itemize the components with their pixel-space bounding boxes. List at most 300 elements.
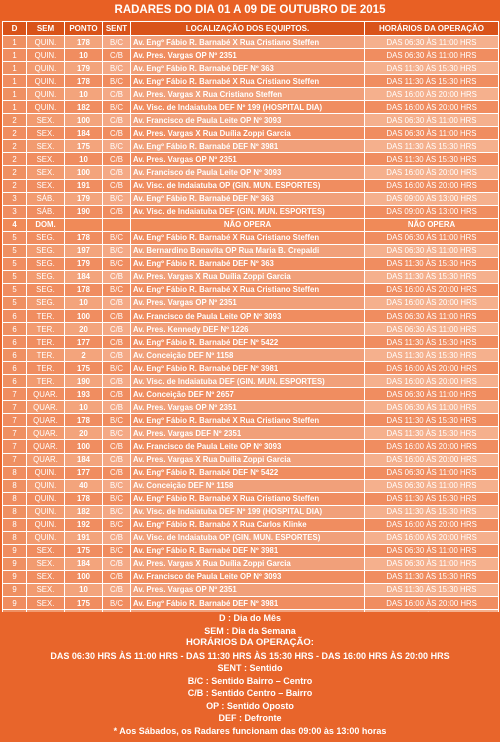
cell-weekday: QUIN.: [27, 518, 65, 531]
table-row: [3, 231, 499, 244]
table-row: [3, 101, 499, 114]
cell-location: Av. Engº Fábio R. Barnabé DEF Nº 3981: [131, 362, 365, 375]
cell-location: Av. Francisco de Paula Leite OP Nº 3093: [131, 166, 365, 179]
cell-location: Av. Pres. Vargas OP Nº 2351: [131, 296, 365, 309]
cell-hours: DAS 06:30 ÀS 11:00 HRS: [365, 309, 499, 322]
radar-schedule-table: [2, 21, 499, 623]
cell-direction: C/B: [103, 270, 131, 283]
cell-point: 193: [65, 388, 103, 401]
cell-hours: DAS 06:30 ÀS 11:00 HRS: [365, 49, 499, 62]
cell-location: Av. Pres. Kennedy DEF Nº 1226: [131, 323, 365, 336]
header-hours: HORÁRIOS DA OPERAÇÃO: [365, 22, 499, 36]
cell-point: 2: [65, 349, 103, 362]
table-row: [3, 270, 499, 283]
cell-direction: C/B: [103, 323, 131, 336]
cell-point: 184: [65, 453, 103, 466]
cell-day: 8: [3, 518, 27, 531]
cell-weekday: QUIN.: [27, 492, 65, 505]
cell-day: 9: [3, 597, 27, 610]
cell-day: 8: [3, 479, 27, 492]
cell-weekday: TER.: [27, 309, 65, 322]
table-row: [3, 570, 499, 583]
table-row: [3, 336, 499, 349]
cell-location: Av. Pres. Vargas X Rua Duília Zoppi Garcia: [131, 270, 365, 283]
table-row: [3, 62, 499, 75]
cell-weekday: SEX.: [27, 583, 65, 596]
cell-location: Av. Engº Fábio R. Barnabé DEF Nº 5422: [131, 336, 365, 349]
cell-point: 191: [65, 531, 103, 544]
cell-location: Av. Visc. de Indaiatuba DEF Nº 199 (HOSPITAL DIA): [131, 505, 365, 518]
cell-direction: C/B: [103, 153, 131, 166]
cell-hours: DAS 16:00 ÀS 20:00 HRS: [365, 440, 499, 453]
cell-hours: DAS 16:00 ÀS 20:00 HRS: [365, 518, 499, 531]
cell-location: Av. Engº Fábio R. Barnabé X Rua Cristiano Steffen: [131, 36, 365, 49]
cell-location: Av. Pres. Vargas X Rua Duília Zoppi Garcia: [131, 453, 365, 466]
cell-weekday: QUAR.: [27, 414, 65, 427]
legend: [0, 612, 500, 742]
cell-weekday: QUIN.: [27, 466, 65, 479]
cell-point: 178: [65, 231, 103, 244]
cell-weekday: SEX.: [27, 153, 65, 166]
page-title: RADARES DO DIA 01 A 09 DE OUTUBRO DE 2015: [0, 0, 500, 20]
cell-hours: DAS 16:00 ÀS 20:00 HRS: [365, 283, 499, 296]
cell-hours: DAS 11:30 ÀS 15:30 HRS: [365, 140, 499, 153]
cell-hours: DAS 16:00 ÀS 20:00 HRS: [365, 597, 499, 610]
cell-hours: DAS 11:30 ÀS 15:30 HRS: [365, 75, 499, 88]
table-row: [3, 414, 499, 427]
cell-day: 9: [3, 583, 27, 596]
cell-point: 184: [65, 270, 103, 283]
table-body: [3, 36, 499, 623]
cell-weekday: SEG.: [27, 257, 65, 270]
cell-hours: DAS 11:30 ÀS 15:30 HRS: [365, 427, 499, 440]
cell-day: 7: [3, 414, 27, 427]
cell-point: 177: [65, 336, 103, 349]
table-row: [3, 349, 499, 362]
cell-point: 20: [65, 323, 103, 336]
table-row: [3, 466, 499, 479]
cell-day: 5: [3, 283, 27, 296]
cell-location: Av. Engº Fábio R. Barnabé DEF Nº 363: [131, 257, 365, 270]
table-row: [3, 362, 499, 375]
cell-weekday: QUAR.: [27, 440, 65, 453]
cell-day: 9: [3, 557, 27, 570]
cell-point: 184: [65, 127, 103, 140]
cell-day: 6: [3, 375, 27, 388]
cell-direction: C/B: [103, 388, 131, 401]
cell-weekday: SEX.: [27, 114, 65, 127]
table-row: [3, 388, 499, 401]
cell-direction: C/B: [103, 453, 131, 466]
cell-point: 177: [65, 466, 103, 479]
cell-location: Av. Engº Fábio R. Barnabé X Rua Cristiano Steffen: [131, 283, 365, 296]
cell-point: 192: [65, 518, 103, 531]
cell-day: 5: [3, 296, 27, 309]
cell-direction: C/B: [103, 440, 131, 453]
cell-day: 8: [3, 492, 27, 505]
cell-weekday: QUIN.: [27, 505, 65, 518]
cell-hours: DAS 16:00 ÀS 20:00 HRS: [365, 375, 499, 388]
cell-day: 1: [3, 101, 27, 114]
cell-day: 2: [3, 127, 27, 140]
cell-day: 6: [3, 323, 27, 336]
cell-hours: DAS 11:30 ÀS 15:30 HRS: [365, 505, 499, 518]
cell-direction: B/C: [103, 231, 131, 244]
table-row: [3, 166, 499, 179]
cell-point: 175: [65, 597, 103, 610]
cell-weekday: TER.: [27, 362, 65, 375]
cell-weekday: SEG.: [27, 231, 65, 244]
cell-point: 197: [65, 244, 103, 257]
cell-weekday: SEX.: [27, 597, 65, 610]
cell-weekday: QUIN.: [27, 49, 65, 62]
table-row: [3, 283, 499, 296]
cell-day: 1: [3, 36, 27, 49]
table-row: [3, 244, 499, 257]
header-weekday: SEM: [27, 22, 65, 36]
cell-location: NÃO OPERA: [131, 218, 365, 231]
cell-weekday: SÁB.: [27, 205, 65, 218]
cell-day: 8: [3, 505, 27, 518]
cell-hours: DAS 16:00 ÀS 20:00 HRS: [365, 362, 499, 375]
cell-hours: DAS 11:30 ÀS 15:30 HRS: [365, 583, 499, 596]
cell-location: Av. Pres. Vargas DEF Nº 2351: [131, 427, 365, 440]
cell-day: 8: [3, 466, 27, 479]
cell-direction: C/B: [103, 336, 131, 349]
cell-direction: B/C: [103, 492, 131, 505]
cell-weekday: QUIN.: [27, 101, 65, 114]
cell-hours: DAS 11:30 ÀS 15:30 HRS: [365, 62, 499, 75]
cell-location: Av. Engº Fábio R. Barnabé X Rua Cristiano Steffen: [131, 231, 365, 244]
cell-direction: B/C: [103, 362, 131, 375]
cell-day: 5: [3, 244, 27, 257]
cell-direction: B/C: [103, 244, 131, 257]
cell-weekday: QUIN.: [27, 88, 65, 101]
cell-direction: [103, 218, 131, 231]
cell-point: 182: [65, 505, 103, 518]
cell-point: 10: [65, 88, 103, 101]
cell-direction: B/C: [103, 140, 131, 153]
cell-day: 7: [3, 453, 27, 466]
cell-point: 179: [65, 62, 103, 75]
cell-location: Av. Engº Fábio R. Barnabé DEF Nº 363: [131, 62, 365, 75]
cell-weekday: SÁB.: [27, 192, 65, 205]
cell-weekday: SEX.: [27, 127, 65, 140]
cell-direction: C/B: [103, 557, 131, 570]
cell-location: Av. Pres. Vargas OP Nº 2351: [131, 401, 365, 414]
cell-hours: DAS 06:30 ÀS 11:00 HRS: [365, 231, 499, 244]
cell-weekday: QUAR.: [27, 427, 65, 440]
header-location: LOCALIZAÇÃO DOS EQUIPTOS.: [131, 22, 365, 36]
table-row: [3, 257, 499, 270]
cell-direction: B/C: [103, 479, 131, 492]
cell-direction: B/C: [103, 544, 131, 557]
cell-weekday: TER.: [27, 375, 65, 388]
table-row: [3, 140, 499, 153]
cell-hours: DAS 11:30 ÀS 15:30 HRS: [365, 414, 499, 427]
cell-hours: DAS 16:00 ÀS 20:00 HRS: [365, 453, 499, 466]
cell-hours: DAS 16:00 ÀS 20:00 HRS: [365, 531, 499, 544]
cell-day: 6: [3, 362, 27, 375]
cell-location: Av. Visc. de Indaiatuba DEF (GIN. MUN. ESPORTES): [131, 205, 365, 218]
cell-weekday: QUAR.: [27, 388, 65, 401]
cell-day: 6: [3, 349, 27, 362]
cell-hours: DAS 06:30 ÀS 11:00 HRS: [365, 557, 499, 570]
cell-point: 182: [65, 101, 103, 114]
cell-direction: C/B: [103, 49, 131, 62]
cell-day: 3: [3, 192, 27, 205]
cell-direction: B/C: [103, 257, 131, 270]
cell-point: 100: [65, 166, 103, 179]
cell-direction: C/B: [103, 88, 131, 101]
cell-hours: DAS 09:00 ÀS 13:00 HRS: [365, 192, 499, 205]
cell-direction: B/C: [103, 192, 131, 205]
cell-day: 2: [3, 114, 27, 127]
cell-direction: C/B: [103, 570, 131, 583]
cell-direction: C/B: [103, 309, 131, 322]
cell-location: Av. Pres. Vargas X Rua Duília Zoppi Garcia: [131, 557, 365, 570]
table-row: [3, 427, 499, 440]
table-row: [3, 296, 499, 309]
legend-bc: B/C : Sentido Bairro – Centro: [187, 675, 313, 686]
cell-weekday: QUIN.: [27, 479, 65, 492]
cell-hours: DAS 16:00 ÀS 20:00 HRS: [365, 88, 499, 101]
cell-direction: C/B: [103, 127, 131, 140]
cell-point: 179: [65, 192, 103, 205]
cell-direction: C/B: [103, 401, 131, 414]
table-row: [3, 505, 499, 518]
cell-location: Av. Bernardino Bonavita OP Rua Maria B. Crepaldi: [131, 244, 365, 257]
cell-location: Av. Francisco de Paula Leite OP Nº 3093: [131, 114, 365, 127]
cell-location: Av. Pres. Vargas X Rua Duília Zoppi Garcia: [131, 127, 365, 140]
cell-direction: B/C: [103, 597, 131, 610]
cell-location: Av. Pres. Vargas X Rua Cristiano Steffen: [131, 88, 365, 101]
cell-direction: B/C: [103, 505, 131, 518]
cell-point: 10: [65, 401, 103, 414]
cell-location: Av. Visc. de Indaiatuba OP (GIN. MUN. ESPORTES): [131, 179, 365, 192]
table-row: [3, 479, 499, 492]
cell-direction: B/C: [103, 518, 131, 531]
cell-direction: B/C: [103, 427, 131, 440]
cell-point: 100: [65, 440, 103, 453]
cell-hours: DAS 16:00 ÀS 20:00 HRS: [365, 166, 499, 179]
cell-location: Av. Engº Fábio R. Barnabé DEF Nº 5422: [131, 466, 365, 479]
cell-day: 5: [3, 270, 27, 283]
legend-direction: SENT : Sentido: [217, 663, 283, 673]
cell-location: Av. Engº Fábio R. Barnabé X Rua Cristiano Steffen: [131, 492, 365, 505]
table-row: [3, 375, 499, 388]
cell-hours: DAS 06:30 ÀS 11:00 HRS: [365, 401, 499, 414]
legend-day: D : Dia do Mês: [218, 613, 281, 623]
cell-location: Av. Visc. de Indaiatuba DEF Nº 199 (HOSPITAL DIA): [131, 101, 365, 114]
cell-weekday: SEX.: [27, 570, 65, 583]
cell-day: 1: [3, 88, 27, 101]
cell-point: 20: [65, 427, 103, 440]
cell-weekday: SEG.: [27, 270, 65, 283]
cell-hours: DAS 11:30 ÀS 15:30 HRS: [365, 153, 499, 166]
cell-location: Av. Engº Fábio R. Barnabé DEF Nº 3981: [131, 597, 365, 610]
cell-day: 4: [3, 218, 27, 231]
cell-point: 175: [65, 544, 103, 557]
table-row: [3, 88, 499, 101]
cell-hours: DAS 09:00 ÀS 13:00 HRS: [365, 205, 499, 218]
cell-direction: C/B: [103, 349, 131, 362]
cell-direction: B/C: [103, 101, 131, 114]
cell-day: 6: [3, 336, 27, 349]
cell-point: 190: [65, 375, 103, 388]
cell-weekday: QUIN.: [27, 531, 65, 544]
cell-day: 7: [3, 401, 27, 414]
cell-point: 175: [65, 140, 103, 153]
cell-direction: C/B: [103, 114, 131, 127]
cell-point: 100: [65, 114, 103, 127]
cell-hours: DAS 06:30 ÀS 11:00 HRS: [365, 244, 499, 257]
cell-hours: DAS 16:00 ÀS 20:00 HRS: [365, 179, 499, 192]
cell-weekday: TER.: [27, 323, 65, 336]
table-row: [3, 583, 499, 596]
table-row: [3, 75, 499, 88]
table-row: [3, 440, 499, 453]
cell-weekday: TER.: [27, 349, 65, 362]
cell-weekday: SEX.: [27, 557, 65, 570]
cell-location: Av. Conceição DEF Nº 1158: [131, 479, 365, 492]
cell-direction: C/B: [103, 466, 131, 479]
cell-location: Av. Visc. de Indaiatuba OP (GIN. MUN. ESPORTES): [131, 531, 365, 544]
cell-day: 7: [3, 427, 27, 440]
cell-location: Av. Conceição DEF Nº 1158: [131, 349, 365, 362]
table-row: [3, 544, 499, 557]
cell-direction: C/B: [103, 296, 131, 309]
cell-hours: DAS 06:30 ÀS 11:00 HRS: [365, 36, 499, 49]
cell-point: 191: [65, 179, 103, 192]
cell-weekday: SEX.: [27, 544, 65, 557]
cell-day: 5: [3, 231, 27, 244]
table-row: [3, 205, 499, 218]
cell-direction: B/C: [103, 414, 131, 427]
cell-day: 3: [3, 205, 27, 218]
cell-location: Av. Francisco de Paula Leite OP Nº 3093: [131, 570, 365, 583]
legend-def: DEF : Defronte: [218, 713, 282, 723]
cell-location: Av. Francisco de Paula Leite OP Nº 3093: [131, 309, 365, 322]
cell-point: 190: [65, 205, 103, 218]
cell-point: 10: [65, 153, 103, 166]
cell-weekday: SEX.: [27, 166, 65, 179]
cell-day: 9: [3, 544, 27, 557]
legend-weekday: SEM : Dia da Semana: [204, 625, 296, 636]
cell-point: [65, 218, 103, 231]
cell-location: Av. Francisco de Paula Leite OP Nº 3093: [131, 440, 365, 453]
cell-weekday: SEX.: [27, 140, 65, 153]
table-row: [3, 114, 499, 127]
cell-hours: DAS 06:30 ÀS 11:00 HRS: [365, 323, 499, 336]
cell-day: 5: [3, 257, 27, 270]
cell-location: Av. Pres. Vargas OP Nº 2351: [131, 583, 365, 596]
cell-point: 184: [65, 557, 103, 570]
cell-weekday: SEG.: [27, 296, 65, 309]
cell-direction: B/C: [103, 36, 131, 49]
cell-weekday: SEG.: [27, 283, 65, 296]
cell-weekday: QUAR.: [27, 401, 65, 414]
table-row: [3, 597, 499, 610]
cell-direction: C/B: [103, 205, 131, 218]
cell-hours: DAS 06:30 ÀS 11:00 HRS: [365, 388, 499, 401]
cell-location: Av. Visc. de Indaiatuba DEF (GIN. MUN. ESPORTES): [131, 375, 365, 388]
cell-location: Av. Conceição DEF Nº 2657: [131, 388, 365, 401]
cell-location: Av. Engº Fábio R. Barnabé X Rua Cristiano Steffen: [131, 414, 365, 427]
cell-location: Av. Pres. Vargas OP Nº 2351: [131, 153, 365, 166]
cell-day: 7: [3, 440, 27, 453]
cell-hours: NÃO OPERA: [365, 218, 499, 231]
cell-day: 8: [3, 531, 27, 544]
legend-cb: C/B : Sentido Centro – Bairro: [187, 688, 313, 698]
cell-weekday: DOM.: [27, 218, 65, 231]
table-row: [3, 49, 499, 62]
legend-op: OP : Sentido Oposto: [206, 700, 294, 711]
cell-direction: B/C: [103, 75, 131, 88]
cell-hours: DAS 11:30 ÀS 15:30 HRS: [365, 570, 499, 583]
cell-point: 10: [65, 49, 103, 62]
cell-hours: DAS 06:30 ÀS 11:00 HRS: [365, 544, 499, 557]
cell-day: 2: [3, 166, 27, 179]
cell-direction: C/B: [103, 583, 131, 596]
cell-hours: DAS 06:30 ÀS 11:00 HRS: [365, 479, 499, 492]
cell-point: 178: [65, 75, 103, 88]
header-direction: SENT: [103, 22, 131, 36]
cell-direction: B/C: [103, 283, 131, 296]
table-row: [3, 127, 499, 140]
table-row: [3, 218, 499, 231]
cell-point: 10: [65, 296, 103, 309]
cell-hours: DAS 11:30 ÀS 15:30 HRS: [365, 270, 499, 283]
cell-day: 2: [3, 153, 27, 166]
cell-point: 178: [65, 283, 103, 296]
cell-point: 10: [65, 583, 103, 596]
cell-day: 9: [3, 570, 27, 583]
cell-direction: C/B: [103, 166, 131, 179]
cell-weekday: QUIN.: [27, 62, 65, 75]
table-row: [3, 192, 499, 205]
cell-weekday: SEX.: [27, 179, 65, 192]
table-row: [3, 179, 499, 192]
cell-direction: C/B: [103, 531, 131, 544]
table-row: [3, 453, 499, 466]
cell-point: 175: [65, 362, 103, 375]
cell-point: 178: [65, 36, 103, 49]
cell-point: 40: [65, 479, 103, 492]
table-row: [3, 323, 499, 336]
cell-weekday: SEG.: [27, 244, 65, 257]
cell-point: 100: [65, 309, 103, 322]
cell-point: 100: [65, 570, 103, 583]
cell-day: 2: [3, 140, 27, 153]
cell-day: 1: [3, 49, 27, 62]
cell-hours: DAS 06:30 ÀS 11:00 HRS: [365, 466, 499, 479]
cell-location: Av. Engº Fábio R. Barnabé DEF Nº 363: [131, 192, 365, 205]
header-day: D: [3, 22, 27, 36]
cell-point: 179: [65, 257, 103, 270]
cell-point: 178: [65, 414, 103, 427]
table-header-row: [3, 22, 499, 36]
legend-saturday-note: * Aos Sábados, os Radares funcionam das 09:00 às 13:00 horas: [113, 725, 387, 736]
header-point: PONTO: [65, 22, 103, 36]
cell-day: 7: [3, 388, 27, 401]
cell-hours: DAS 06:30 ÀS 11:00 HRS: [365, 114, 499, 127]
cell-point: 178: [65, 492, 103, 505]
cell-hours: DAS 16:00 ÀS 20:00 HRS: [365, 296, 499, 309]
legend-hours-title: HORÁRIOS DA OPERAÇÃO:: [186, 637, 314, 648]
cell-hours: DAS 16:00 ÀS 20:00 HRS: [365, 101, 499, 114]
cell-location: Av. Engº Fábio R. Barnabé X Rua Cristiano Steffen: [131, 75, 365, 88]
